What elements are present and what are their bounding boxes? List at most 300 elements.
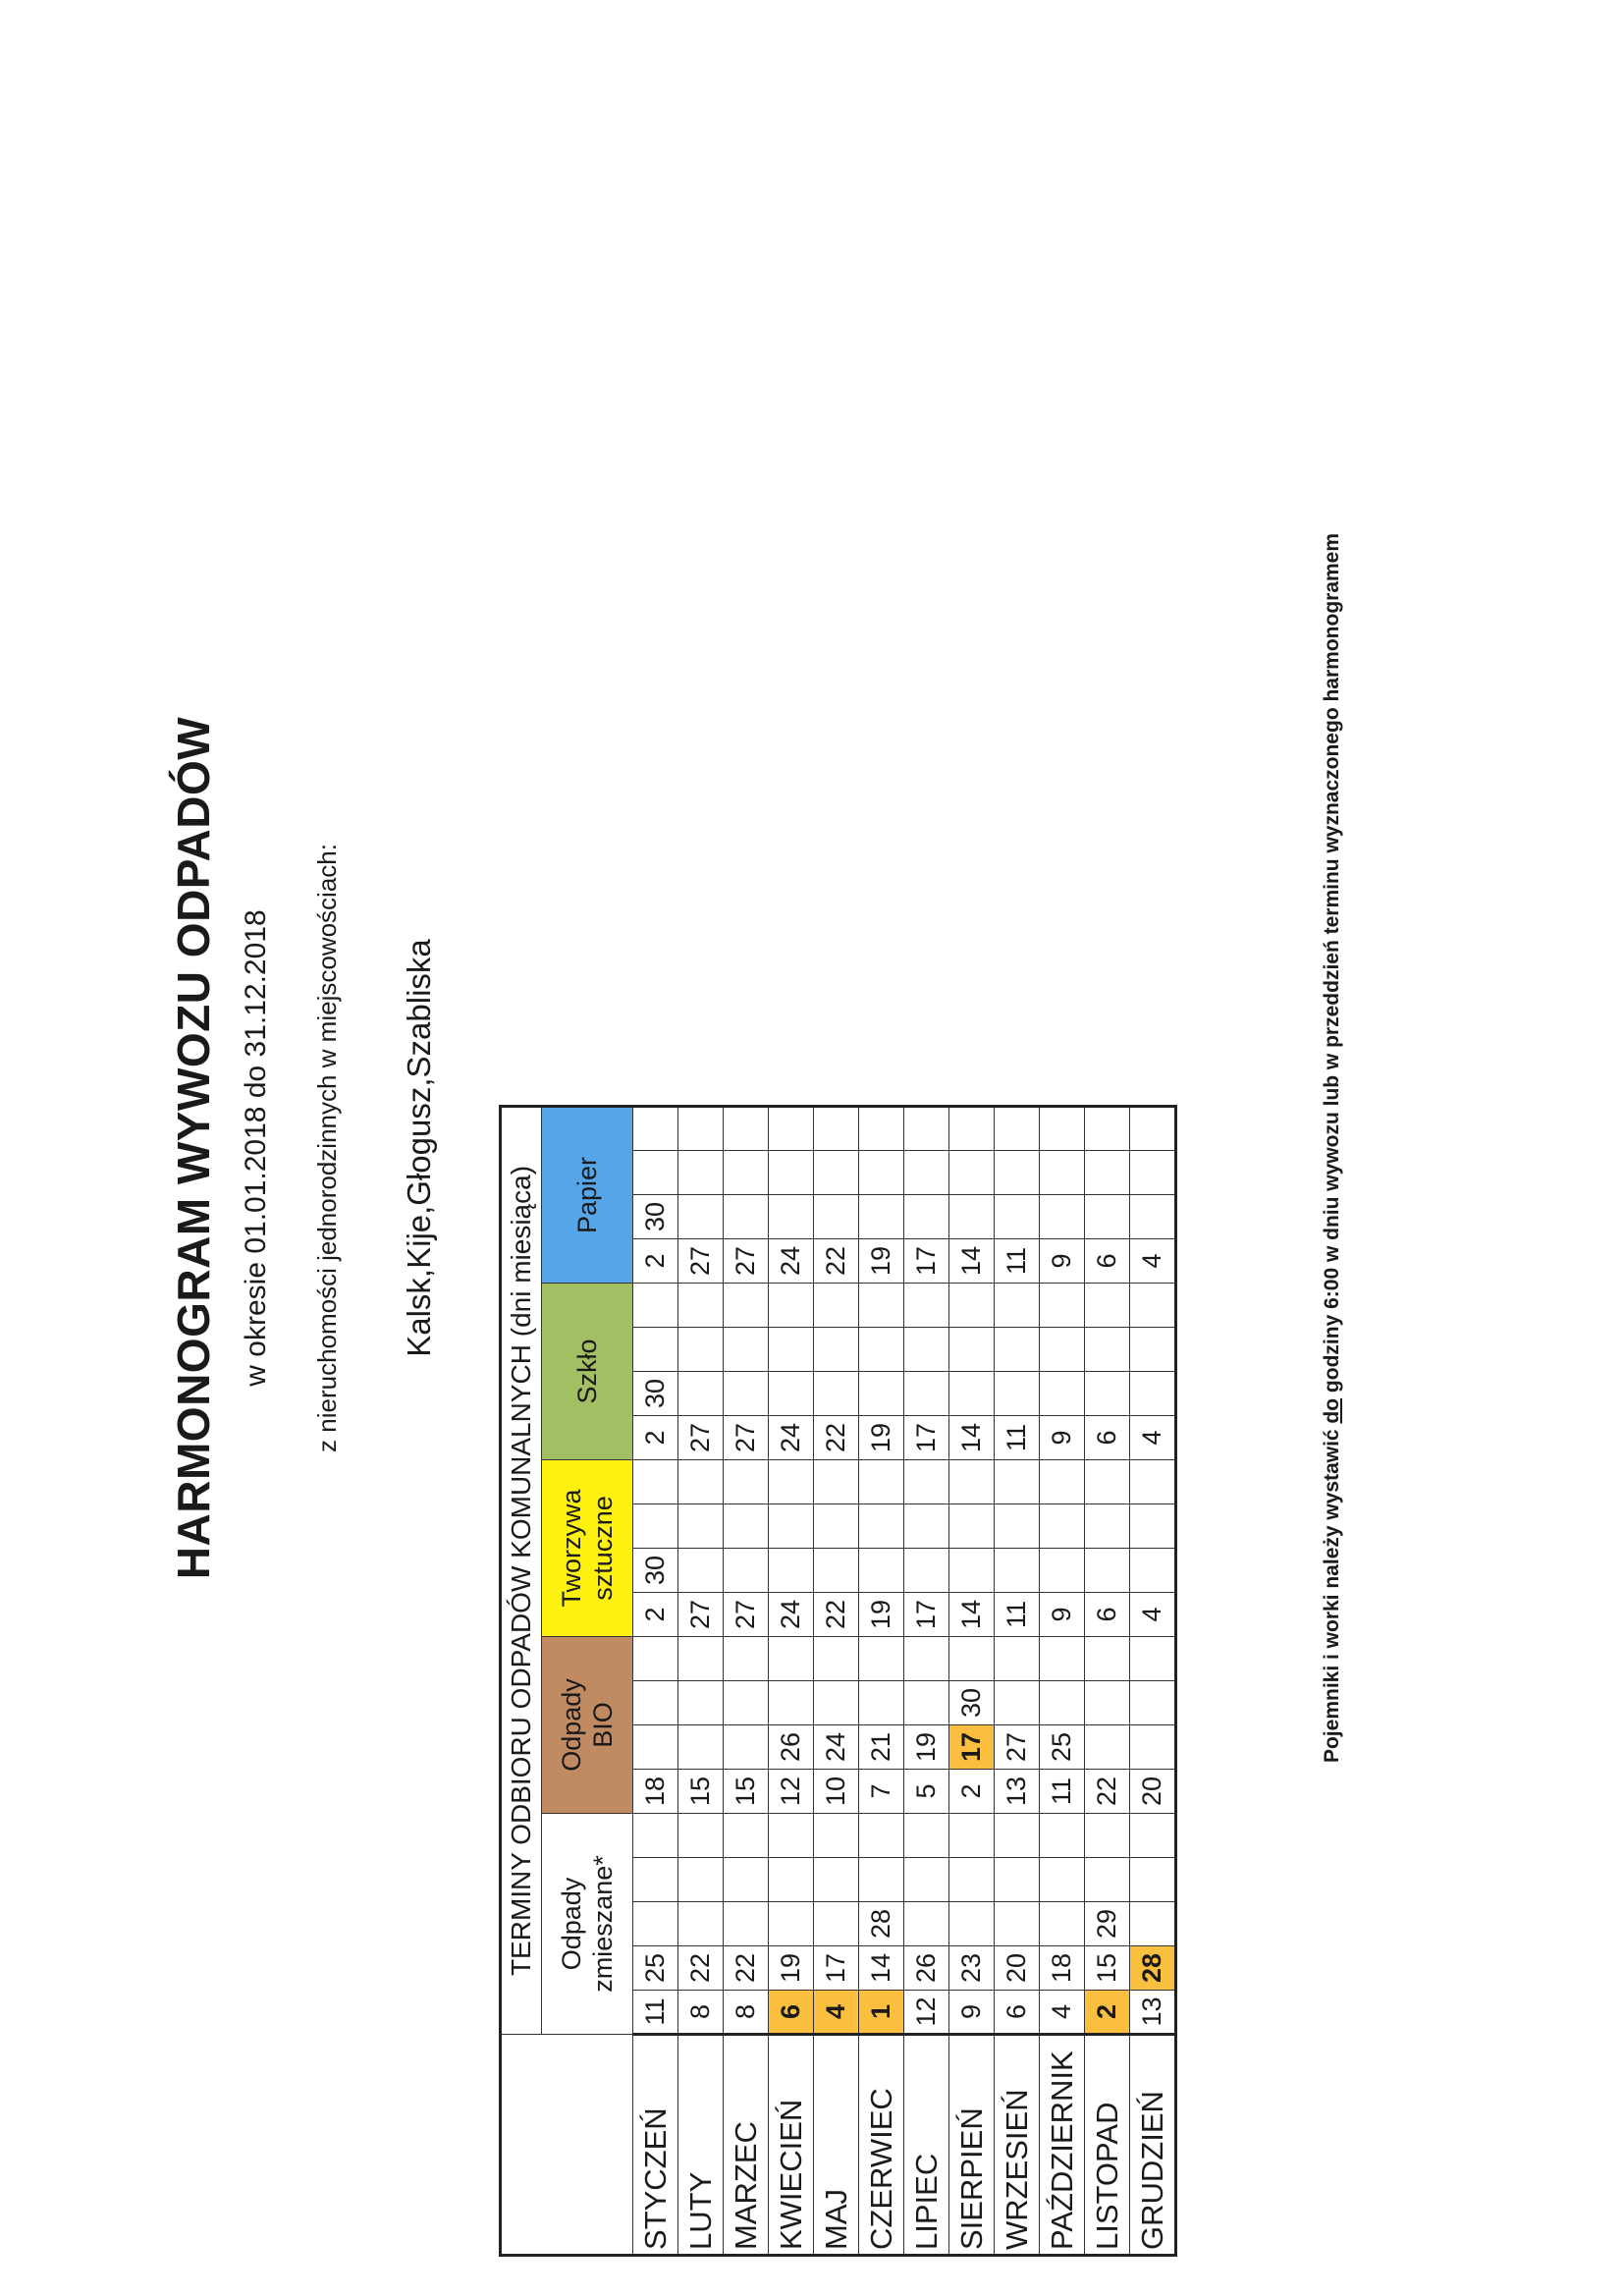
day-cell-glass: [995, 1372, 1040, 1416]
day-cell-paper: [769, 1195, 814, 1239]
day-cell-mixed: [633, 1858, 678, 1902]
day-cell-glass: [769, 1284, 814, 1328]
month-label: CZERWIEC: [859, 2035, 904, 2256]
day-cell-paper: 14: [949, 1239, 995, 1284]
day-cell-bio: [769, 1681, 814, 1725]
day-cell-plastic: [1040, 1460, 1085, 1504]
table-row: [995, 1107, 1040, 2256]
category-paper-header: [542, 1107, 633, 1284]
period-text: w okresie 01.01.2018 do 31.12.2018: [240, 909, 272, 1387]
day-cell-bio: [995, 1681, 1040, 1725]
day-cell-plastic: 14: [949, 1593, 995, 1637]
day-cell-mixed: [633, 1814, 678, 1858]
day-cell-glass: [995, 1284, 1040, 1328]
day-cell-glass: [904, 1284, 949, 1328]
day-cell-plastic: [1085, 1460, 1130, 1504]
day-cell-plastic: [814, 1504, 859, 1549]
day-cell-glass: [814, 1284, 859, 1328]
day-cell-mixed: [1130, 1858, 1176, 1902]
day-cell-bio: 26: [769, 1725, 814, 1770]
day-cell-glass: [904, 1372, 949, 1416]
intro-text: z nieruchomości jednorodzinnych w miejscowościach:: [312, 844, 342, 1452]
day-cell-plastic: [995, 1549, 1040, 1593]
schedule-table-body: [633, 1107, 1176, 2256]
day-cell-paper: [678, 1151, 724, 1195]
day-cell-paper: [904, 1195, 949, 1239]
day-cell-paper: [1130, 1195, 1176, 1239]
day-cell-bio: [769, 1637, 814, 1681]
day-cell-paper: [995, 1195, 1040, 1239]
category-plastic-line1: Tworzywa: [556, 1489, 586, 1608]
day-cell-glass: 27: [678, 1416, 724, 1460]
day-cell-paper: [949, 1195, 995, 1239]
day-cell-paper: [724, 1107, 769, 1151]
day-cell-glass: [859, 1328, 904, 1372]
day-cell-plastic: [678, 1549, 724, 1593]
day-cell-plastic: 22: [814, 1593, 859, 1637]
day-cell-paper: 2: [633, 1239, 678, 1284]
day-cell-bio: [1130, 1637, 1176, 1681]
day-cell-mixed: 4: [1040, 1991, 1085, 2035]
day-cell-mixed: [859, 1858, 904, 1902]
day-cell-mixed: 19: [769, 1946, 814, 1991]
day-cell-mixed: 20: [995, 1946, 1040, 1991]
footnote-before: Pojemniki i worki należy wystawić: [1321, 1423, 1343, 1764]
day-cell-plastic: 24: [769, 1593, 814, 1637]
day-cell-paper: 6: [1085, 1239, 1130, 1284]
day-cell-mixed: [814, 1814, 859, 1858]
day-cell-bio: 22: [1085, 1770, 1130, 1814]
day-cell-bio: [814, 1681, 859, 1725]
day-cell-plastic: [949, 1549, 995, 1593]
day-cell-plastic: [769, 1460, 814, 1504]
category-mixed-line2: zmieszane*: [588, 1855, 618, 1993]
category-glass-line1: Szkło: [571, 1339, 602, 1404]
day-cell-glass: [859, 1372, 904, 1416]
day-cell-glass: [678, 1328, 724, 1372]
month-label: MARZEC: [724, 2035, 769, 2256]
day-cell-bio: [814, 1637, 859, 1681]
super-header-row: [501, 1107, 542, 2256]
day-cell-plastic: [724, 1504, 769, 1549]
day-cell-bio: [859, 1681, 904, 1725]
day-cell-bio: [1040, 1637, 1085, 1681]
day-cell-mixed: [949, 1858, 995, 1902]
day-cell-glass: 22: [814, 1416, 859, 1460]
places-text: Kalsk,Kije,Głogusz,Szabliska: [401, 939, 437, 1357]
day-cell-glass: [678, 1284, 724, 1328]
day-cell-bio: 15: [678, 1770, 724, 1814]
table-row: [1040, 1107, 1085, 2256]
day-cell-mixed: 28: [859, 1902, 904, 1946]
day-cell-glass: [633, 1284, 678, 1328]
day-cell-paper: [1040, 1107, 1085, 1151]
day-cell-bio: [633, 1637, 678, 1681]
day-cell-mixed: [949, 1902, 995, 1946]
day-cell-paper: [1085, 1107, 1130, 1151]
day-cell-plastic: [814, 1549, 859, 1593]
day-cell-mixed: [859, 1814, 904, 1858]
day-cell-plastic: [1085, 1504, 1130, 1549]
day-cell-mixed: [769, 1814, 814, 1858]
table-row: [904, 1107, 949, 2256]
day-cell-bio: [678, 1681, 724, 1725]
day-cell-mixed: 26: [904, 1946, 949, 1991]
day-cell-plastic: [1040, 1549, 1085, 1593]
table-row: [1085, 1107, 1130, 2256]
day-cell-paper: [1130, 1151, 1176, 1195]
table-row: [949, 1107, 995, 2256]
day-cell-glass: [1130, 1328, 1176, 1372]
schedule-table: [499, 1105, 1177, 2257]
day-cell-glass: [949, 1328, 995, 1372]
day-cell-mixed: [995, 1814, 1040, 1858]
day-cell-paper: [859, 1107, 904, 1151]
day-cell-plastic: 17: [904, 1593, 949, 1637]
month-label: LUTY: [678, 2035, 724, 2256]
day-cell-plastic: 4: [1130, 1593, 1176, 1637]
day-cell-mixed: 29: [1085, 1902, 1130, 1946]
month-label: LIPIEC: [904, 2035, 949, 2256]
day-cell-bio: 20: [1130, 1770, 1176, 1814]
day-cell-mixed: [1085, 1814, 1130, 1858]
day-cell-plastic: [724, 1549, 769, 1593]
day-cell-mixed: 11: [633, 1991, 678, 2035]
category-glass-header: [542, 1284, 633, 1460]
day-cell-plastic: 6: [1085, 1593, 1130, 1637]
day-cell-bio: [1130, 1725, 1176, 1770]
table-row: [859, 1107, 904, 2256]
category-bio-line2: BIO: [588, 1702, 618, 1748]
category-paper-line1: Papier: [571, 1156, 602, 1234]
day-cell-glass: 6: [1085, 1416, 1130, 1460]
category-bio-header: [542, 1637, 633, 1814]
month-label: PAŹDZIERNIK: [1040, 2035, 1085, 2256]
day-cell-mixed: [724, 1858, 769, 1902]
day-cell-plastic: 27: [678, 1593, 724, 1637]
schedule-table-wrapper: [499, 1105, 1177, 2257]
footnote: [1321, 0, 1344, 2296]
day-cell-glass: [724, 1284, 769, 1328]
day-cell-bio: [859, 1637, 904, 1681]
day-cell-paper: [769, 1107, 814, 1151]
day-cell-paper: 22: [814, 1239, 859, 1284]
day-cell-plastic: [904, 1460, 949, 1504]
day-cell-paper: [1130, 1107, 1176, 1151]
day-cell-mixed: [633, 1902, 678, 1946]
table-row: [814, 1107, 859, 2256]
day-cell-glass: 9: [1040, 1416, 1085, 1460]
day-cell-glass: [1085, 1328, 1130, 1372]
corner-cell: [501, 2035, 633, 2256]
day-cell-bio: 2: [949, 1770, 995, 1814]
day-cell-mixed: [678, 1858, 724, 1902]
day-cell-glass: 4: [1130, 1416, 1176, 1460]
day-cell-bio: [724, 1637, 769, 1681]
day-cell-bio: [904, 1637, 949, 1681]
day-cell-bio: [1040, 1681, 1085, 1725]
day-cell-glass: [814, 1328, 859, 1372]
day-cell-glass: [1130, 1372, 1176, 1416]
day-cell-glass: 27: [724, 1416, 769, 1460]
day-cell-paper: [904, 1151, 949, 1195]
day-cell-glass: [633, 1328, 678, 1372]
day-cell-mixed: [724, 1814, 769, 1858]
day-cell-plastic: [1040, 1504, 1085, 1549]
day-cell-mixed: 12: [904, 1991, 949, 2035]
super-header: TERMINY ODBIORU ODPADÓW KOMUNALNYCH (dni miesiąca): [501, 1107, 542, 2035]
day-cell-mixed: [904, 1902, 949, 1946]
day-cell-bio: [995, 1637, 1040, 1681]
table-row: [633, 1107, 678, 2256]
day-cell-glass: [1040, 1284, 1085, 1328]
day-cell-glass: [678, 1372, 724, 1416]
day-cell-glass: 2: [633, 1416, 678, 1460]
month-label: LISTOPAD: [1085, 2035, 1130, 2256]
day-cell-mixed: 8: [724, 1991, 769, 2035]
day-cell-paper: 24: [769, 1239, 814, 1284]
day-cell-paper: 11: [995, 1239, 1040, 1284]
day-cell-plastic: [1130, 1549, 1176, 1593]
day-cell-plastic: 27: [724, 1593, 769, 1637]
day-cell-mixed: 6: [769, 1991, 814, 2035]
day-cell-paper: 27: [678, 1239, 724, 1284]
day-cell-mixed: [769, 1902, 814, 1946]
day-cell-plastic: [724, 1460, 769, 1504]
day-cell-plastic: [859, 1504, 904, 1549]
day-cell-mixed: 18: [1040, 1946, 1085, 1991]
day-cell-mixed: 9: [949, 1991, 995, 2035]
day-cell-paper: [995, 1107, 1040, 1151]
table-row: [1130, 1107, 1176, 2256]
day-cell-mixed: [678, 1814, 724, 1858]
day-cell-glass: [814, 1372, 859, 1416]
day-cell-paper: [633, 1151, 678, 1195]
day-cell-paper: [949, 1107, 995, 1151]
month-label: WRZESIEŃ: [995, 2035, 1040, 2256]
day-cell-plastic: [949, 1504, 995, 1549]
day-cell-plastic: [949, 1460, 995, 1504]
day-cell-paper: [814, 1195, 859, 1239]
day-cell-paper: 9: [1040, 1239, 1085, 1284]
day-cell-glass: [1085, 1372, 1130, 1416]
day-cell-mixed: 8: [678, 1991, 724, 2035]
category-mixed-line1: Odpady: [556, 1877, 586, 1971]
footnote-after: godziny 6:00 w dniu wywozu lub w przeddzień terminu wyznaczonego harmonogramem: [1321, 532, 1343, 1398]
day-cell-mixed: [678, 1902, 724, 1946]
day-cell-glass: [724, 1328, 769, 1372]
day-cell-paper: [904, 1107, 949, 1151]
month-label: KWIECIEŃ: [769, 2035, 814, 2256]
month-label: MAJ: [814, 2035, 859, 2256]
day-cell-bio: 15: [724, 1770, 769, 1814]
day-cell-paper: [949, 1151, 995, 1195]
day-cell-paper: [1040, 1195, 1085, 1239]
day-cell-paper: [1085, 1151, 1130, 1195]
day-cell-plastic: 19: [859, 1593, 904, 1637]
day-cell-plastic: [859, 1460, 904, 1504]
day-cell-bio: 13: [995, 1770, 1040, 1814]
day-cell-mixed: [1040, 1858, 1085, 1902]
day-cell-mixed: 14: [859, 1946, 904, 1991]
day-cell-mixed: [1040, 1902, 1085, 1946]
day-cell-bio: [633, 1681, 678, 1725]
day-cell-bio: 21: [859, 1725, 904, 1770]
day-cell-bio: [678, 1637, 724, 1681]
day-cell-glass: [995, 1328, 1040, 1372]
day-cell-paper: 4: [1130, 1239, 1176, 1284]
day-cell-plastic: [995, 1504, 1040, 1549]
day-cell-mixed: [995, 1858, 1040, 1902]
day-cell-mixed: 13: [1130, 1991, 1176, 2035]
day-cell-mixed: 23: [949, 1946, 995, 1991]
day-cell-mixed: [949, 1814, 995, 1858]
day-cell-plastic: 30: [633, 1549, 678, 1593]
day-cell-mixed: [1085, 1858, 1130, 1902]
table-row: [724, 1107, 769, 2256]
day-cell-mixed: [1130, 1902, 1176, 1946]
day-cell-bio: 18: [633, 1770, 678, 1814]
day-cell-bio: 12: [769, 1770, 814, 1814]
day-cell-plastic: [1130, 1460, 1176, 1504]
day-cell-glass: [1040, 1328, 1085, 1372]
day-cell-glass: 14: [949, 1416, 995, 1460]
footnote-underlined: do: [1321, 1397, 1343, 1424]
day-cell-plastic: [633, 1504, 678, 1549]
day-cell-plastic: 11: [995, 1593, 1040, 1637]
month-label: SIERPIEŃ: [949, 2035, 995, 2256]
day-cell-mixed: 6: [995, 1991, 1040, 2035]
day-cell-glass: 24: [769, 1416, 814, 1460]
day-cell-paper: 19: [859, 1239, 904, 1284]
day-cell-bio: 27: [995, 1725, 1040, 1770]
day-cell-paper: [814, 1151, 859, 1195]
day-cell-glass: [769, 1328, 814, 1372]
day-cell-bio: 10: [814, 1770, 859, 1814]
day-cell-bio: [1085, 1681, 1130, 1725]
day-cell-glass: [949, 1372, 995, 1416]
day-cell-bio: 25: [1040, 1725, 1085, 1770]
month-label: GRUDZIEŃ: [1130, 2035, 1176, 2256]
day-cell-paper: [724, 1151, 769, 1195]
day-cell-plastic: [769, 1504, 814, 1549]
day-cell-plastic: [633, 1460, 678, 1504]
day-cell-plastic: [995, 1460, 1040, 1504]
day-cell-plastic: [1130, 1504, 1176, 1549]
day-cell-paper: [769, 1151, 814, 1195]
day-cell-bio: [678, 1725, 724, 1770]
day-cell-plastic: 2: [633, 1593, 678, 1637]
day-cell-paper: [859, 1151, 904, 1195]
day-cell-paper: 30: [633, 1195, 678, 1239]
day-cell-mixed: 15: [1085, 1946, 1130, 1991]
day-cell-paper: [1040, 1151, 1085, 1195]
day-cell-glass: [904, 1328, 949, 1372]
day-cell-plastic: [859, 1549, 904, 1593]
day-cell-bio: [633, 1725, 678, 1770]
day-cell-glass: [1040, 1372, 1085, 1416]
day-cell-paper: [678, 1195, 724, 1239]
day-cell-paper: [678, 1107, 724, 1151]
day-cell-bio: 11: [1040, 1770, 1085, 1814]
day-cell-plastic: [678, 1504, 724, 1549]
day-cell-mixed: 17: [814, 1946, 859, 1991]
day-cell-paper: [859, 1195, 904, 1239]
day-cell-bio: 24: [814, 1725, 859, 1770]
day-cell-bio: [904, 1681, 949, 1725]
day-cell-plastic: [678, 1460, 724, 1504]
day-cell-mixed: [1130, 1814, 1176, 1858]
day-cell-glass: [769, 1372, 814, 1416]
day-cell-paper: [995, 1151, 1040, 1195]
table-row: [769, 1107, 814, 2256]
day-cell-mixed: 22: [724, 1946, 769, 1991]
day-cell-bio: 5: [904, 1770, 949, 1814]
day-cell-plastic: 9: [1040, 1593, 1085, 1637]
day-cell-paper: [633, 1107, 678, 1151]
day-cell-glass: [1130, 1284, 1176, 1328]
day-cell-glass: [724, 1372, 769, 1416]
day-cell-mixed: 25: [633, 1946, 678, 1991]
day-cell-mixed: 4: [814, 1991, 859, 2035]
day-cell-bio: [1130, 1681, 1176, 1725]
day-cell-bio: 7: [859, 1770, 904, 1814]
day-cell-glass: [859, 1284, 904, 1328]
day-cell-glass: [1085, 1284, 1130, 1328]
day-cell-bio: 19: [904, 1725, 949, 1770]
day-cell-mixed: [724, 1902, 769, 1946]
day-cell-plastic: [814, 1460, 859, 1504]
day-cell-mixed: 22: [678, 1946, 724, 1991]
day-cell-mixed: 2: [1085, 1991, 1130, 2035]
day-cell-plastic: [904, 1549, 949, 1593]
category-plastic-line2: sztuczne: [588, 1496, 618, 1601]
category-bio-line1: Odpady: [556, 1678, 586, 1772]
day-cell-mixed: [1040, 1814, 1085, 1858]
day-cell-bio: 17: [949, 1725, 995, 1770]
category-mixed-header: [542, 1814, 633, 2035]
day-cell-mixed: [814, 1858, 859, 1902]
day-cell-bio: [724, 1681, 769, 1725]
day-cell-mixed: [904, 1858, 949, 1902]
day-cell-glass: 17: [904, 1416, 949, 1460]
day-cell-mixed: [904, 1814, 949, 1858]
day-cell-bio: 30: [949, 1681, 995, 1725]
day-cell-bio: [1085, 1725, 1130, 1770]
day-cell-bio: [949, 1637, 995, 1681]
day-cell-paper: [814, 1107, 859, 1151]
day-cell-plastic: [769, 1549, 814, 1593]
month-label: STYCZEŃ: [633, 2035, 678, 2256]
day-cell-mixed: [769, 1858, 814, 1902]
day-cell-paper: [1085, 1195, 1130, 1239]
day-cell-paper: [724, 1195, 769, 1239]
day-cell-plastic: [904, 1504, 949, 1549]
day-cell-glass: [949, 1284, 995, 1328]
day-cell-bio: [724, 1725, 769, 1770]
table-row: [678, 1107, 724, 2256]
day-cell-glass: 19: [859, 1416, 904, 1460]
day-cell-bio: [1085, 1637, 1130, 1681]
day-cell-paper: 17: [904, 1239, 949, 1284]
day-cell-glass: 30: [633, 1372, 678, 1416]
day-cell-glass: 11: [995, 1416, 1040, 1460]
day-cell-plastic: [1085, 1549, 1130, 1593]
category-plastic-header: [542, 1460, 633, 1637]
day-cell-paper: 27: [724, 1239, 769, 1284]
day-cell-mixed: [814, 1902, 859, 1946]
day-cell-mixed: 28: [1130, 1946, 1176, 1991]
